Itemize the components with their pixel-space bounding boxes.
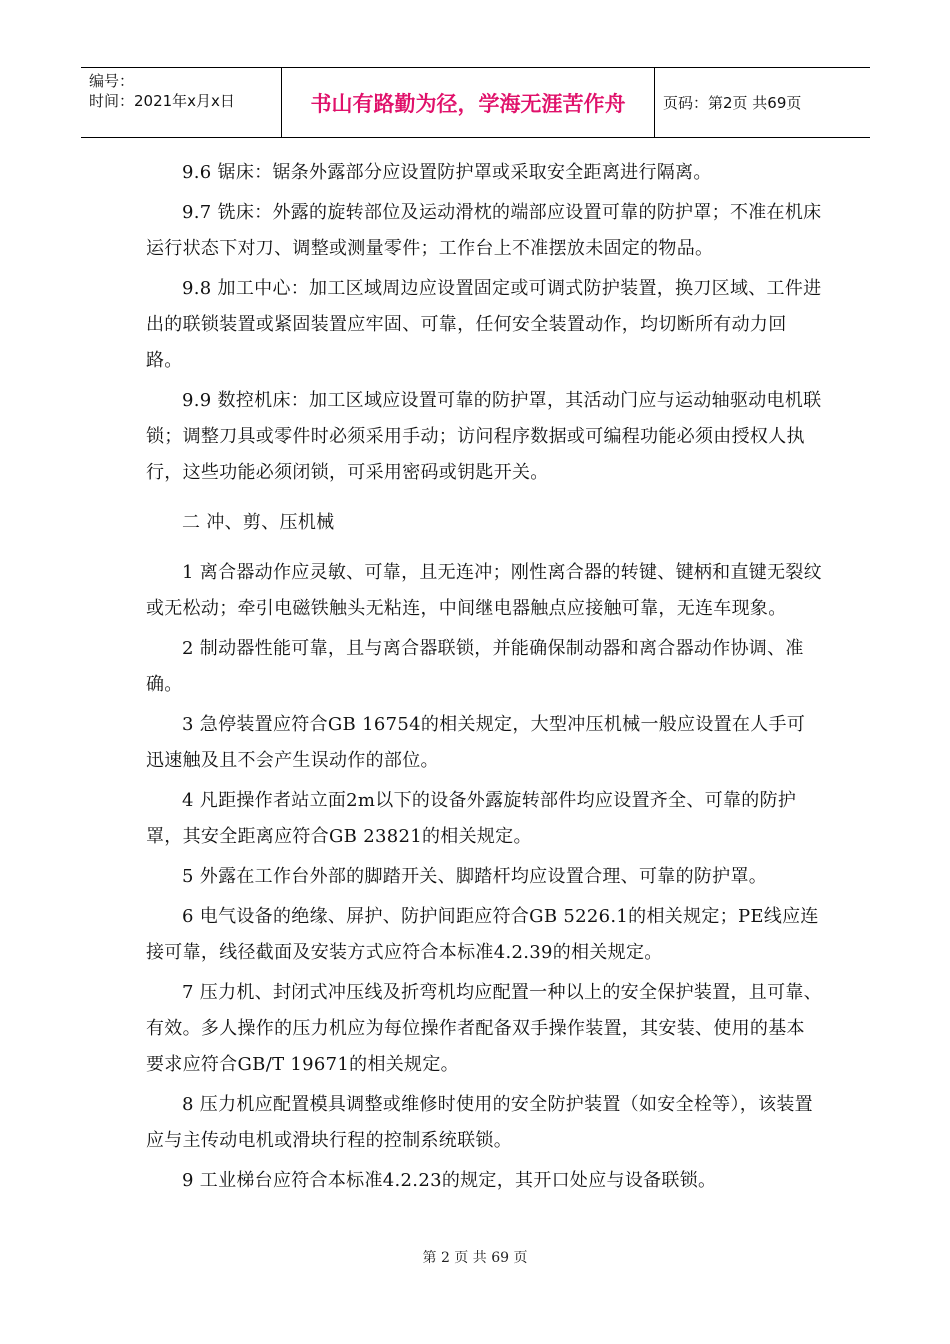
- paragraph-8: 8 压力机应配置模具调整或维修时使用的安全防护装置（如安全栓等），该装置应与主传动电机或滑块行程的控制系统联锁。: [146, 1094, 813, 1151]
- page-header: [81, 67, 870, 138]
- paragraph-4: 4 凡距操作者站立面2m以下的设备外露旋转部件均应设置齐全、可靠的防护罩，其安全距离应符合GB 23821的相关规定。: [146, 790, 797, 847]
- header-meta: [81, 68, 281, 137]
- paragraph-9-8: 9.8 加工中心：加工区域周边应设置固定或可调式防护装置，换刀区域、工件进出的联锁装置或紧固装置应牢固、可靠，任何安全装置动作，均切断所有动力回路。: [146, 278, 822, 371]
- paragraph-5: 5 外露在工作台外部的脚踏开关、脚踏杆均应设置合理、可靠的防护罩。: [182, 866, 768, 887]
- number-label: 编号：: [89, 72, 135, 90]
- paragraph-2: 2 制动器性能可靠，且与离合器联锁，并能确保制动器和离合器动作协调、准确。: [146, 638, 804, 695]
- document-body: [146, 155, 822, 1203]
- paragraph-9-7: 9.7 铣床：外露的旋转部位及运动滑枕的端部应设置可靠的防护罩；不准在机床运行状态下对刀、调整或测量零件；工作台上不准摆放未固定的物品。: [146, 202, 822, 259]
- section-gap: [146, 495, 822, 505]
- paragraph-9-6: 9.6 锯床：锯条外露部分应设置防护罩或采取安全距离进行隔离。: [182, 162, 712, 183]
- paragraph-1: 1 离合器动作应灵敏、可靠，且无连冲；刚性离合器的转键、键柄和直键无裂纹或无松动；牵引电磁铁触头无粘连，中间继电器触点应接触可靠，无连车现象。: [146, 562, 822, 619]
- paragraph-7: 7 压力机、封闭式冲压线及折弯机均应配置一种以上的安全保护装置，且可靠、有效。多人操作的压力机应为每位操作者配备双手操作装置，其安装、使用的基本要求应符合GB/T 19671的相关规定。: [146, 982, 822, 1075]
- section-heading: 二 冲、剪、压机械: [182, 512, 335, 533]
- paragraph-9-9: 9.9 数控机床：加工区域应设置可靠的防护罩，其活动门应与运动轴驱动电机联锁；调整刀具或零件时必须采用手动；访问程序数据或可编程功能必须由授权人执行，这些功能必须闭锁，可采用密码或钥匙开关。: [146, 390, 822, 483]
- paragraph-6: 6 电气设备的绝缘、屏护、防护间距应符合GB 5226.1的相关规定；PE线应连接可靠，线径截面及安装方式应符合本标准4.2.39的相关规定。: [146, 906, 819, 963]
- time-label: 时间：2021年x月x日: [89, 92, 235, 110]
- paragraph-9: 9 工业梯台应符合本标准4.2.23的规定，其开口处应与设备联锁。: [182, 1170, 717, 1191]
- header-motto: 书山有路勤为径，学海无涯苦作舟: [281, 68, 655, 137]
- page-footer: 第 2 页 共 69 页: [422, 1250, 528, 1266]
- paragraph-3: 3 急停装置应符合GB 16754的相关规定，大型冲压机械一般应设置在人手可迅速触及且不会产生误动作的部位。: [146, 714, 806, 771]
- section-gap: [146, 545, 822, 555]
- header-page-info: 页码：第2页 共69页: [663, 94, 802, 112]
